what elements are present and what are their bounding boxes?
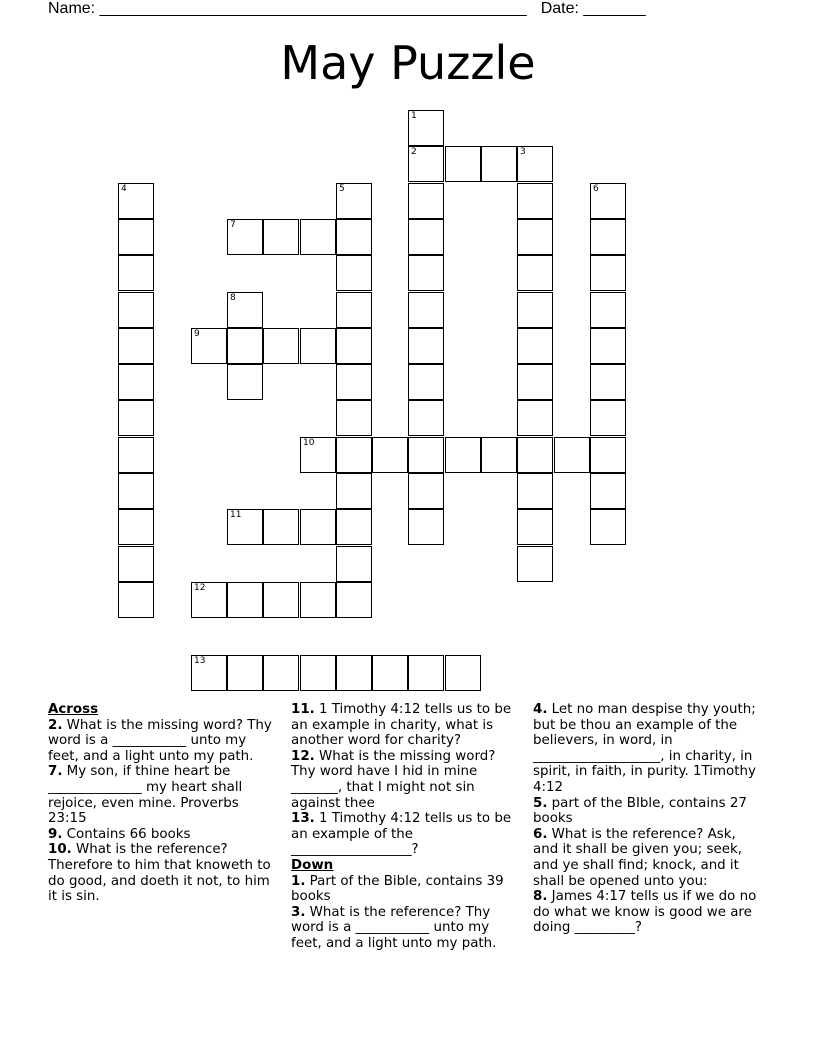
- grid-cell[interactable]: [336, 219, 372, 255]
- grid-cell[interactable]: [408, 292, 444, 328]
- grid-cell[interactable]: [336, 183, 372, 219]
- cell-number: 8: [230, 293, 236, 303]
- grid-cell[interactable]: [408, 655, 444, 691]
- grid-cell[interactable]: [372, 437, 408, 473]
- grid-cell[interactable]: [590, 509, 626, 545]
- grid-cell[interactable]: [300, 655, 336, 691]
- grid-cell[interactable]: [227, 655, 263, 691]
- clue-number: 6.: [533, 826, 548, 842]
- grid-cell[interactable]: [408, 437, 444, 473]
- clue-number: 12.: [291, 748, 315, 764]
- grid-cell[interactable]: [408, 509, 444, 545]
- grid-cell[interactable]: [408, 219, 444, 255]
- grid-cell[interactable]: [263, 582, 299, 618]
- grid-cell[interactable]: [408, 146, 444, 182]
- grid-cell[interactable]: [300, 219, 336, 255]
- cell-number: 5: [339, 184, 345, 194]
- grid-cell[interactable]: [517, 255, 553, 291]
- grid-cell[interactable]: [118, 328, 154, 364]
- grid-cell[interactable]: [408, 473, 444, 509]
- across-heading: Across: [48, 702, 99, 717]
- grid-cell[interactable]: [118, 509, 154, 545]
- cell-number: 11: [230, 510, 242, 520]
- grid-cell[interactable]: [445, 655, 481, 691]
- grid-cell[interactable]: [590, 400, 626, 436]
- clue-number: 1.: [291, 873, 306, 889]
- clue-text: 1 Timothy 4:12 tells us to be an example of the __________________?: [291, 811, 512, 858]
- grid-cell[interactable]: [408, 328, 444, 364]
- grid-cell[interactable]: [336, 655, 372, 691]
- grid-cell[interactable]: [118, 473, 154, 509]
- clue-across-11: [291, 702, 523, 749]
- grid-cell[interactable]: [118, 582, 154, 618]
- cell-number: 10: [303, 438, 315, 448]
- grid-cell[interactable]: [118, 292, 154, 328]
- grid-cell[interactable]: [336, 364, 372, 400]
- grid-cell[interactable]: [517, 328, 553, 364]
- grid-cell[interactable]: [118, 183, 154, 219]
- grid-cell[interactable]: [517, 219, 553, 255]
- grid-cell[interactable]: [408, 110, 444, 146]
- grid-cell[interactable]: [590, 255, 626, 291]
- name-field-label[interactable]: Name: ________________________________________________: [48, 0, 527, 17]
- cell-number: 9: [194, 329, 200, 339]
- clue-text: What is the reference? Thy word is a ___________ unto my feet, and a light unto my path.: [291, 904, 497, 951]
- grid-cell[interactable]: [118, 546, 154, 582]
- clue-down-3: [291, 905, 523, 952]
- cell-number: 3: [520, 147, 526, 157]
- grid-cell[interactable]: [263, 655, 299, 691]
- grid-cell[interactable]: [300, 437, 336, 473]
- clue-text: What is the missing word? Thy word is a ___________ unto my feet, and a light unto my path.: [48, 717, 272, 764]
- grid-cell[interactable]: [590, 437, 626, 473]
- grid-cell[interactable]: [554, 437, 590, 473]
- grid-cell[interactable]: [336, 400, 372, 436]
- grid-cell[interactable]: [227, 292, 263, 328]
- grid-cell[interactable]: [118, 400, 154, 436]
- grid-cell[interactable]: [517, 437, 553, 473]
- down-heading: Down: [291, 857, 334, 873]
- grid-cell[interactable]: [408, 183, 444, 219]
- grid-cell[interactable]: [227, 364, 263, 400]
- grid-cell[interactable]: [481, 146, 517, 182]
- clue-down-6: [533, 827, 765, 889]
- grid-cell[interactable]: [336, 437, 372, 473]
- grid-cell[interactable]: [517, 473, 553, 509]
- grid-cell[interactable]: [445, 146, 481, 182]
- clue-across-12: [291, 749, 523, 811]
- clue-number: 9.: [48, 826, 63, 842]
- grid-cell[interactable]: [336, 292, 372, 328]
- clue-across-7: [48, 764, 280, 826]
- grid-cell[interactable]: [336, 255, 372, 291]
- grid-cell[interactable]: [118, 364, 154, 400]
- grid-cell[interactable]: [227, 219, 263, 255]
- grid-cell[interactable]: [408, 364, 444, 400]
- grid-cell[interactable]: [590, 292, 626, 328]
- clue-number: 11.: [291, 702, 315, 717]
- clue-down-1: [291, 874, 523, 905]
- grid-cell[interactable]: [408, 400, 444, 436]
- grid-cell[interactable]: [336, 473, 372, 509]
- clues-column-1: [48, 702, 280, 905]
- grid-cell[interactable]: [445, 437, 481, 473]
- grid-cell[interactable]: [118, 219, 154, 255]
- grid-cell[interactable]: [263, 328, 299, 364]
- grid-cell[interactable]: [336, 546, 372, 582]
- cell-number: 12: [194, 583, 206, 593]
- clue-number: 7.: [48, 764, 63, 780]
- grid-cell[interactable]: [590, 364, 626, 400]
- grid-cell[interactable]: [263, 219, 299, 255]
- cell-number: 7: [230, 220, 236, 230]
- clue-across-9: [48, 827, 280, 843]
- clue-text: Contains 66 books: [62, 826, 191, 842]
- clue-number: 8.: [533, 889, 548, 905]
- grid-cell[interactable]: [517, 400, 553, 436]
- clue-across-2: [48, 718, 280, 765]
- cell-number: 2: [411, 147, 417, 157]
- clue-text: What is the reference? Therefore to him that knoweth to do good, and doeth it not, to him it is sin.: [48, 842, 271, 905]
- grid-cell[interactable]: [408, 255, 444, 291]
- clues-column-3: [533, 702, 765, 936]
- cell-number: 4: [121, 184, 127, 194]
- grid-cell[interactable]: [590, 219, 626, 255]
- grid-cell[interactable]: [191, 582, 227, 618]
- grid-cell[interactable]: [336, 328, 372, 364]
- clue-number: 2.: [48, 717, 63, 733]
- grid-cell[interactable]: [590, 473, 626, 509]
- page-title: May Puzzle: [280, 36, 536, 90]
- cell-number: 13: [194, 656, 206, 666]
- grid-cell[interactable]: [590, 328, 626, 364]
- grid-cell[interactable]: [263, 509, 299, 545]
- grid-cell[interactable]: [300, 509, 336, 545]
- grid-cell[interactable]: [118, 437, 154, 473]
- grid-cell[interactable]: [118, 255, 154, 291]
- grid-cell[interactable]: [227, 509, 263, 545]
- grid-cell[interactable]: [517, 546, 553, 582]
- clue-number: 4.: [533, 702, 548, 717]
- cell-number: 1: [411, 111, 417, 121]
- clue-text: Let no man despise thy youth; but be thou an example of the believers, in word, in ___________________, in charity, in spirit, in faith, in purity. 1Timothy 4:12: [533, 702, 756, 795]
- grid-cell[interactable]: [517, 364, 553, 400]
- grid-cell[interactable]: [481, 437, 517, 473]
- grid-cell[interactable]: [191, 655, 227, 691]
- grid-cell[interactable]: [336, 582, 372, 618]
- cell-number: 6: [593, 184, 599, 194]
- clue-text: What is the missing word? Thy word have I hid in mine _______, that I might not sin against thee: [291, 748, 496, 811]
- clue-text: 1 Timothy 4:12 tells us to be an example in charity, what is another word for charity?: [291, 702, 512, 749]
- clue-text: My son, if thine heart be ______________ my heart shall rejoice, even mine. Proverbs 23:15: [48, 764, 243, 827]
- clue-across-13: [291, 811, 523, 858]
- grid-cell[interactable]: [227, 328, 263, 364]
- clue-number: 3.: [291, 904, 306, 920]
- clue-text: What is the reference? Ask, and it shall be given you; seek, and ye shall find; knock, and it shall be opened unto you:: [533, 826, 742, 889]
- grid-cell[interactable]: [300, 582, 336, 618]
- grid-cell[interactable]: [300, 328, 336, 364]
- grid-cell[interactable]: [227, 582, 263, 618]
- clue-across-10: [48, 842, 280, 904]
- clue-number: 13.: [291, 811, 315, 827]
- date-field-label[interactable]: Date: _______: [540, 0, 646, 17]
- clue-down-5: [533, 796, 765, 827]
- grid-cell[interactable]: [590, 183, 626, 219]
- grid-cell[interactable]: [517, 146, 553, 182]
- clue-number: 10.: [48, 842, 72, 858]
- clue-text: Part of the Bible, contains 39 books: [291, 873, 504, 905]
- clue-text: part of the BIble, contains 27 books: [533, 795, 747, 827]
- clue-text: James 4:17 tells us if we do no do what we know is good we are doing _________?: [533, 889, 757, 936]
- grid-cell[interactable]: [336, 509, 372, 545]
- clues-column-2: [291, 702, 523, 952]
- grid-cell[interactable]: [517, 292, 553, 328]
- grid-cell[interactable]: [517, 509, 553, 545]
- grid-cell[interactable]: [191, 328, 227, 364]
- grid-cell[interactable]: [517, 183, 553, 219]
- clue-down-8: [533, 889, 765, 936]
- grid-cell[interactable]: [372, 655, 408, 691]
- clue-down-4: [533, 702, 765, 796]
- clue-number: 5.: [533, 795, 548, 811]
